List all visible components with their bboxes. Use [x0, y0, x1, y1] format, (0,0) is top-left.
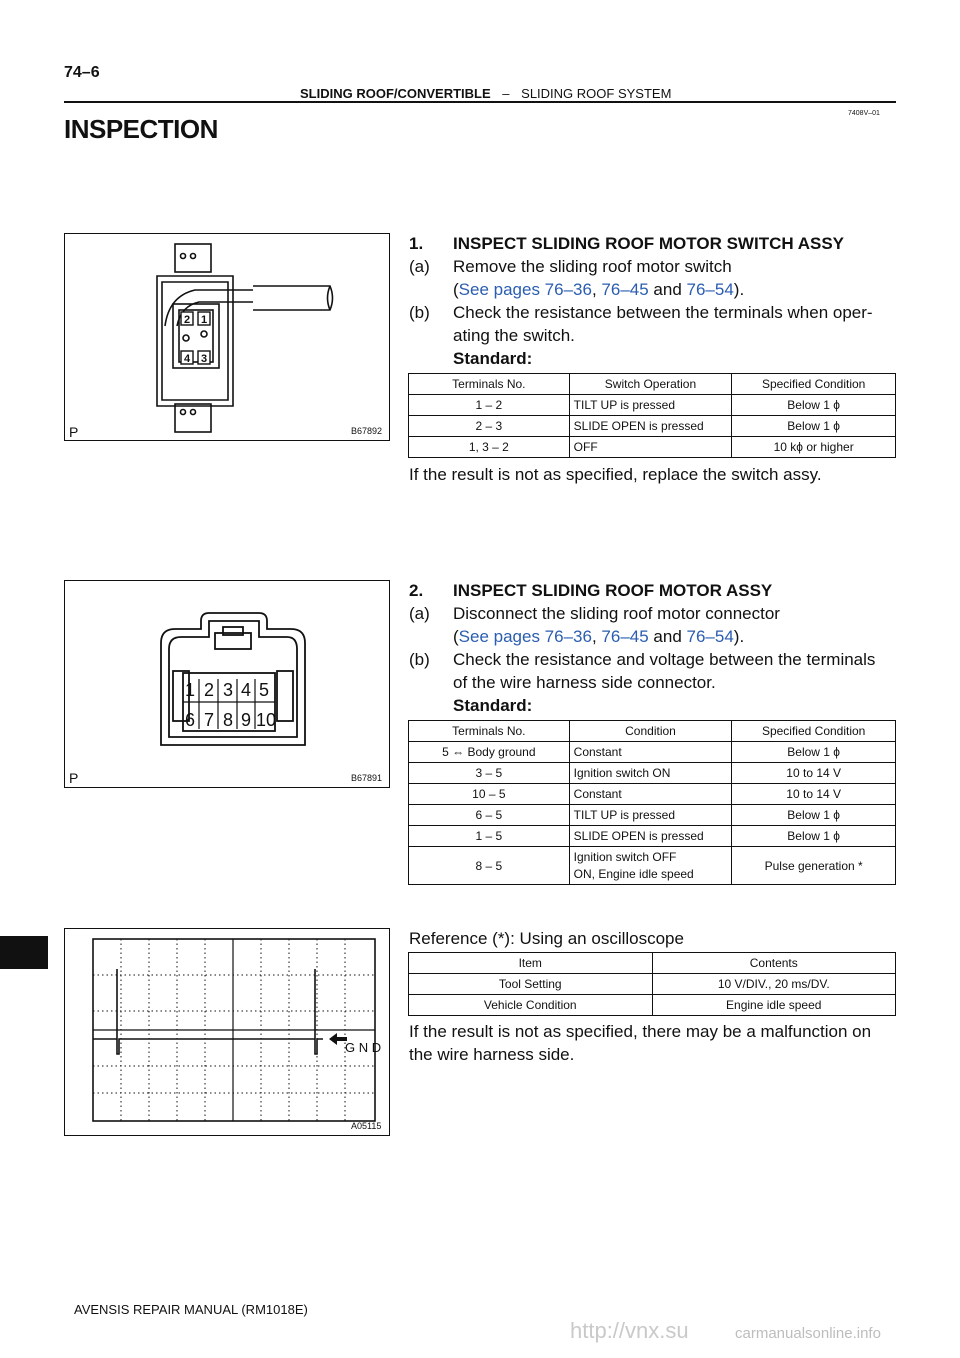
ref-comma: ,	[591, 280, 602, 299]
connector-pin-label: 3	[222, 680, 234, 700]
figure-p-label: P	[69, 424, 79, 440]
table-cell: Below 1 ϕ	[732, 805, 896, 826]
table-cell: 6 – 5	[409, 805, 570, 826]
table-header-cell: Terminals No.	[409, 374, 570, 395]
subsection-title: SLIDING ROOF SYSTEM	[521, 86, 672, 101]
watermark-left: http://vnx.su	[570, 1318, 689, 1343]
substep-text: Check the resistance and voltage between the terminals	[453, 650, 876, 669]
ref-comma: ,	[591, 627, 602, 646]
footer: AVENSIS REPAIR MANUAL (RM1018E)	[74, 1302, 308, 1317]
substep-label: (a)	[409, 604, 430, 623]
substep-label: (b)	[409, 303, 430, 322]
page-title: INSPECTION	[64, 114, 218, 144]
figure-p-label: P	[69, 770, 79, 786]
table-cell: 1 – 2	[409, 395, 570, 416]
oscilloscope-figure	[64, 928, 390, 1136]
switch-terminal-label: 1	[200, 314, 208, 326]
section-tab	[0, 936, 48, 969]
connector-pin-label: 8	[222, 710, 234, 730]
header-rule	[64, 101, 896, 103]
table-cell: Constant	[569, 742, 732, 763]
result-line: If the result is not as specified, there may be a malfunction on	[409, 1022, 872, 1041]
table-cell: Tool Setting	[409, 974, 653, 995]
header-separator: –	[502, 86, 510, 101]
table-header-cell: Specified Condition	[732, 721, 896, 742]
ref-paren: (	[453, 627, 459, 646]
table-header-cell: Switch Operation	[569, 374, 732, 395]
table-row	[409, 974, 896, 995]
table-cell: 8 – 5	[409, 847, 570, 885]
table-row	[409, 437, 896, 458]
table-cell: OFF	[569, 437, 732, 458]
ref-paren: ).	[733, 280, 745, 299]
table-header-cell: Specified Condition	[732, 374, 896, 395]
table-row	[409, 763, 896, 784]
table-header-cell: Item	[409, 953, 653, 974]
table-cell: TILT UP is pressed	[569, 805, 732, 826]
connector-pin-label: 9	[240, 710, 252, 730]
table-cell: Pulse generation *	[732, 847, 896, 885]
connector-figure	[64, 580, 390, 788]
table-cell: 3 – 5	[409, 763, 570, 784]
substep-text: Disconnect the sliding roof motor connector	[453, 604, 780, 623]
page-link[interactable]: See pages 76–36	[458, 627, 592, 646]
step2b	[409, 648, 876, 671]
connector-pin-label: 5	[258, 680, 270, 700]
step1-heading	[409, 232, 845, 255]
switch-diagram	[65, 234, 389, 440]
table-header-row	[409, 374, 896, 395]
table-cell: 5 ⇔ Body ground	[409, 742, 570, 763]
step2-heading	[409, 579, 773, 602]
step-number: 1.	[409, 234, 424, 253]
table-cell	[569, 847, 732, 885]
substep-text: Remove the sliding roof motor switch	[453, 257, 732, 276]
table-header-cell: Contents	[652, 953, 896, 974]
step-heading-text: INSPECT SLIDING ROOF MOTOR SWITCH ASSY	[453, 234, 845, 253]
page-number: 74–6	[64, 64, 100, 81]
running-header	[300, 86, 671, 101]
substep-text: Check the resistance between the terminals when oper-	[453, 303, 873, 322]
connector-pin-label: 1	[184, 680, 196, 700]
table-row	[409, 995, 896, 1016]
table-header-cell: Terminals No.	[409, 721, 570, 742]
cell-line: ON, Engine idle speed	[573, 866, 694, 881]
page-link[interactable]: See pages 76–36	[458, 280, 592, 299]
switch-terminal-label: 2	[183, 314, 191, 326]
switch-spec-table	[408, 373, 896, 458]
table-cell: Below 1 ϕ	[732, 395, 896, 416]
table-cell: Engine idle speed	[652, 995, 896, 1016]
table-cell: SLIDE OPEN is pressed	[569, 826, 732, 847]
connector-diagram	[65, 581, 389, 787]
table-header-cell: Condition	[569, 721, 732, 742]
switch-figure	[64, 233, 390, 441]
table-cell: 10 kϕ or higher	[732, 437, 896, 458]
table-cell: Constant	[569, 784, 732, 805]
gnd-label: G N D	[345, 1040, 382, 1055]
table-header-row	[409, 953, 896, 974]
table-cell: TILT UP is pressed	[569, 395, 732, 416]
table-row	[409, 847, 896, 885]
table-row	[409, 784, 896, 805]
figure-code: B67891	[351, 773, 383, 783]
standard-label: Standard:	[453, 349, 533, 368]
substep-label: (a)	[409, 257, 430, 276]
step2b-cont: of the wire harness side connector.	[453, 673, 716, 692]
step2a	[409, 602, 780, 625]
switch-terminal-label: 3	[200, 353, 208, 365]
table-cell: Below 1 ϕ	[732, 826, 896, 847]
step1a-ref	[453, 278, 744, 301]
connector-pin-label: 2	[203, 680, 215, 700]
switch-terminal-label: 4	[183, 353, 191, 365]
figure-code: B67892	[351, 426, 383, 436]
table-cell: SLIDE OPEN is pressed	[569, 416, 732, 437]
step1b	[409, 301, 873, 324]
connector-pin-label: 7	[203, 710, 215, 730]
table-cell: 10 to 14 V	[732, 784, 896, 805]
figure-code: A05115	[351, 1121, 382, 1131]
table-cell: Ignition switch ON	[569, 763, 732, 784]
ref-paren: (	[453, 280, 459, 299]
step-number: 2.	[409, 581, 424, 600]
table-row	[409, 416, 896, 437]
motor-spec-table	[408, 720, 896, 885]
cell-line: Ignition switch OFF	[573, 849, 677, 864]
table-row	[409, 742, 896, 763]
section-title: SLIDING ROOF/CONVERTIBLE	[300, 86, 491, 101]
doc-code: 7408V–01	[848, 110, 880, 117]
step2a-ref	[453, 625, 744, 648]
table-row	[409, 395, 896, 416]
page-link[interactable]: 76–54	[686, 280, 734, 299]
table-cell: 1, 3 – 2	[409, 437, 570, 458]
page-link[interactable]: 76–45	[601, 280, 649, 299]
table-cell: 10 V/DIV., 20 ms/DV.	[652, 974, 896, 995]
step1-result: If the result is not as specified, replace the switch assy.	[409, 465, 822, 484]
table-row	[409, 805, 896, 826]
page-link[interactable]: 76–54	[686, 627, 734, 646]
step2-result	[409, 1020, 871, 1066]
watermark-right: carmanualsonline.info	[735, 1325, 881, 1342]
table-header-row	[409, 721, 896, 742]
table-cell: Below 1 ϕ	[732, 742, 896, 763]
ref-paren: ).	[733, 627, 745, 646]
table-cell: 2 – 3	[409, 416, 570, 437]
connector-pin-label: 10	[255, 710, 277, 730]
table-cell: Vehicle Condition	[409, 995, 653, 1016]
result-line: the wire harness side.	[409, 1045, 575, 1064]
table-cell: Below 1 ϕ	[732, 416, 896, 437]
step-heading-text: INSPECT SLIDING ROOF MOTOR ASSY	[453, 581, 773, 600]
table-cell: 1 – 5	[409, 826, 570, 847]
ref-and: and	[648, 627, 687, 646]
step1a	[409, 255, 899, 278]
table-row	[409, 826, 896, 847]
oscilloscope-table	[408, 952, 896, 1016]
standard-label: Standard:	[453, 696, 533, 715]
reference-note: Reference (*): Using an oscilloscope	[409, 929, 684, 948]
ref-and: and	[648, 280, 687, 299]
table-cell: 10 to 14 V	[732, 763, 896, 784]
connector-pin-label: 4	[240, 680, 252, 700]
table-cell: 10 – 5	[409, 784, 570, 805]
substep-label: (b)	[409, 650, 430, 669]
step1b-cont: ating the switch.	[453, 326, 575, 345]
oscilloscope-waveform	[65, 929, 389, 1135]
connector-pin-label: 6	[184, 710, 196, 730]
page-link[interactable]: 76–45	[601, 627, 649, 646]
